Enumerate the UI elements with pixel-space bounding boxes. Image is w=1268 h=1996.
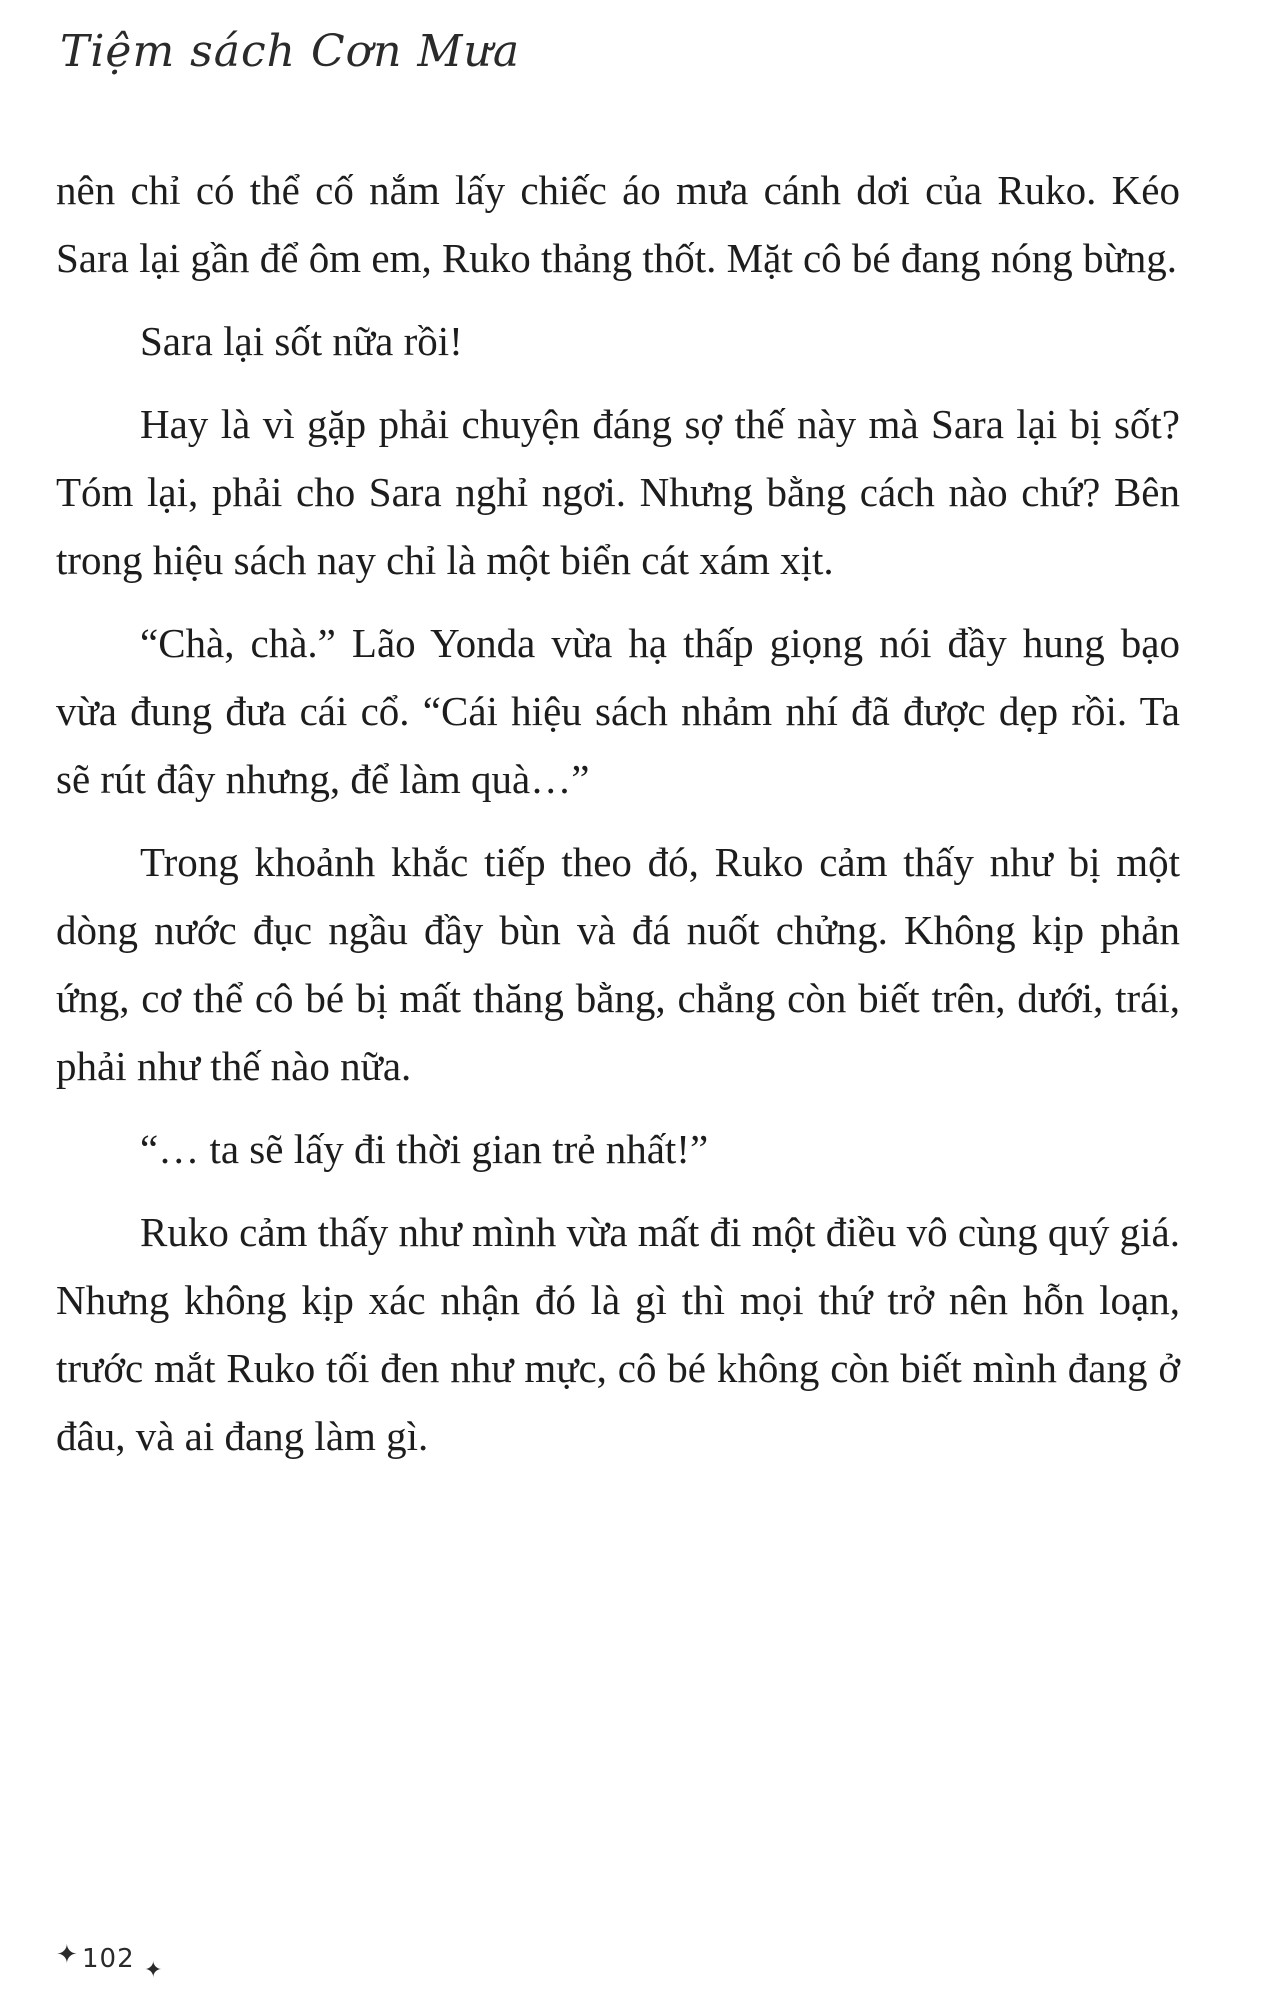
page-number: 102 [82, 1944, 135, 1974]
paragraph-2: Sara lại sốt nữa rồi! [140, 318, 463, 364]
paragraph-1: nên chỉ có thể cố nắm lấy chiếc áo mưa cánh dơi của Ruko. Kéo Sara lại gần để ôm em, Ruko thảng thốt. Mặt cô bé đang nóng bừng. [56, 167, 1180, 281]
body-text [56, 156, 1180, 1485]
paragraph-5: Trong khoảnh khắc tiếp theo đó, Ruko cảm thấy như bị một dòng nước đục ngầu đầy bùn và đá nuốt chửng. Không kịp phản ứng, cơ thể cô bé bị mất thăng bằng, chẳng còn biết trên, dưới, trái, phải như thế nào nữa. [56, 839, 1180, 1089]
sparkle-star-icon: ✦ [144, 1958, 163, 1983]
paragraph-6: “… ta sẽ lấy đi thời gian trẻ nhất!” [140, 1126, 709, 1172]
paragraph-3: Hay là vì gặp phải chuyện đáng sợ thế này mà Sara lại bị sốt? Tóm lại, phải cho Sara nghỉ ngơi. Nhưng bằng cách nào chứ? Bên trong hiệu sách nay chỉ là một biển cát xám xịt. [56, 401, 1180, 583]
paragraph-7: Ruko cảm thấy như mình vừa mất đi một điều vô cùng quý giá. Nhưng không kịp xác nhận đó là gì thì mọi thứ trở nên hỗn loạn, trước mắt Ruko tối đen như mực, cô bé không còn biết mình đang ở đâu, và ai đang làm gì. [56, 1209, 1180, 1459]
running-header-title: Tiệm sách Cơn Mưa [60, 26, 521, 77]
sparkle-star-icon: ✦ [56, 1940, 78, 1970]
page-folio [56, 1940, 176, 1990]
paragraph-4: “Chà, chà.” Lão Yonda vừa hạ thấp giọng nói đầy hung bạo vừa đung đưa cái cổ. “Cái hiệu sách nhảm nhí đã được dẹp rồi. Ta sẽ rút đây nhưng, để làm quà…” [56, 620, 1180, 802]
